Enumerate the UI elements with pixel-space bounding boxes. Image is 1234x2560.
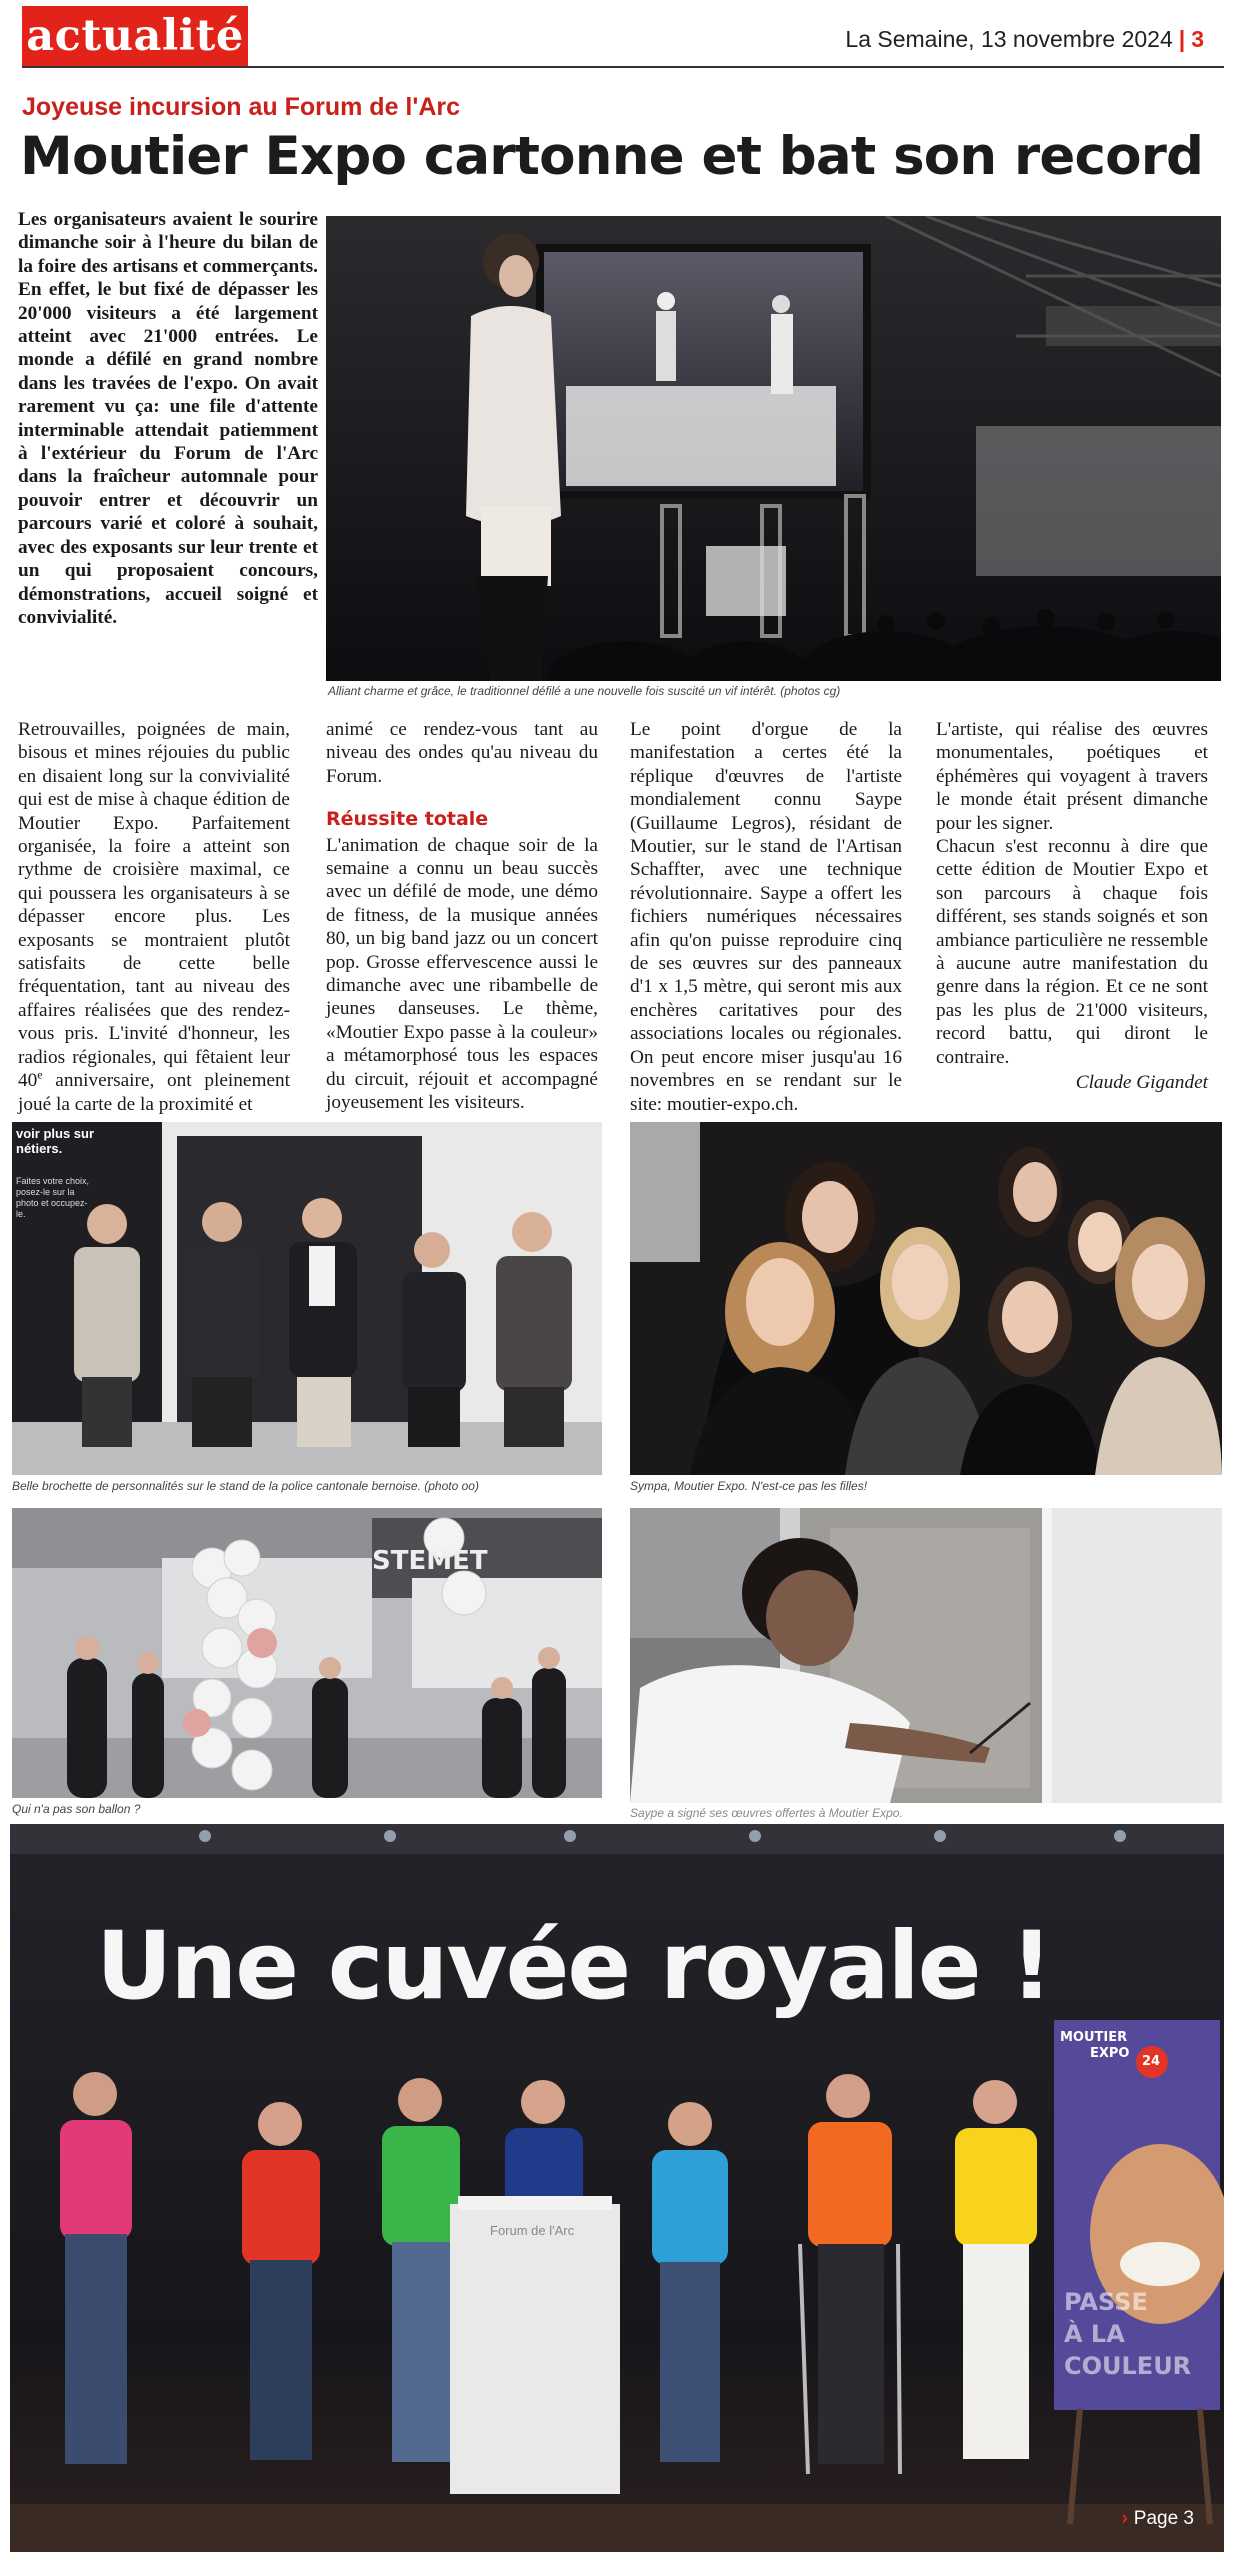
page-number: 3 xyxy=(1191,26,1204,52)
issue-date: La Semaine, 13 novembre 2024 xyxy=(845,26,1173,52)
sign-line-1: voir plus sur xyxy=(16,1126,95,1141)
lead-paragraph: Les organisateurs avaient le sourire dimanche soir à l'heure du bilan de la foire des artisans et commerçants. En effet, le but fixé de dépasser les 20'000 visiteurs a été largement atteint avec 21'000 entrées. Le monde a défilé en grand nombre dans les travées de l'expo. On avait rarement vu ça: une file d'attente interminable attendait patiemment à l'extérieur du Forum de l'Arc dans la fraîcheur automnale pour pouvoir entrer et découvrir un parcours varié et coloré à souhait, avec des exposants sur leur trente et un qui proposaient concours, démonstrations, accueil soigné et convivialité. xyxy=(18,209,318,628)
main-photo-caption: Alliant charme et grâce, le traditionnel défilé a une nouvelle fois suscité un vif intérêt. (photos cg) xyxy=(328,684,841,698)
article-column-3 xyxy=(630,718,902,1116)
poster-expo: EXPO xyxy=(1090,2046,1130,2061)
main-photo-illustration xyxy=(326,216,1221,681)
poster-couleur: COULEUR xyxy=(1064,2352,1192,2380)
poster-passe: PASSE xyxy=(1064,2288,1148,2316)
section-tag: actualité xyxy=(22,6,248,66)
kicker: Joyeuse incursion au Forum de l'Arc xyxy=(22,93,461,121)
poster-year: 24 xyxy=(1142,2054,1161,2069)
subheading: Réussite totale xyxy=(326,808,489,831)
col2-text: L'animation de chaque soir de la semaine a connu un beau succès avec un défilé de mode, une démo de fitness, de la musique années 80, un big band jazz ou un concert pop. Grosse effervescence aussi le dimanche avec une ribambelle de jeunes danseuses. Le thème, «Moutier Expo passe à la couleur» a métamorphosé tous les espaces du circuit, réjouit et accompagné joyeusement les visiteurs. xyxy=(326,834,598,1114)
balloons-caption: Qui n'a pas son ballon ? xyxy=(12,1802,141,1816)
author-signature: Claude Gigandet xyxy=(1075,1072,1208,1094)
balloons-illustration xyxy=(12,1508,602,1798)
saype-caption: Saype a signé ses œuvres offertes à Moutier Expo. xyxy=(630,1806,903,1820)
col4-text: L'artiste, qui réalise des œuvres monumentales, poétiques et éphémères qui voyagent à travers le monde était présent dimanche pour les signer. xyxy=(936,719,1208,834)
photo-saype-signing xyxy=(630,1508,1222,1803)
podium-label: Forum de l'Arc xyxy=(490,2223,575,2238)
separator: | xyxy=(1178,26,1186,52)
stand-sign: STEMET xyxy=(372,1546,488,1576)
article-column-2 xyxy=(326,718,598,1115)
personalities-caption: Belle brochette de personnalités sur le stand de la police cantonale bernoise. (photo oo) xyxy=(12,1479,479,1493)
photo-personalities xyxy=(12,1122,602,1475)
girls-illustration xyxy=(630,1122,1222,1475)
header-date xyxy=(845,26,1204,53)
headline: Moutier Expo cartonne et bat son record xyxy=(20,126,1204,187)
sign-line-3: Faites votre choix, posez-le sur la photo et occupez-le. xyxy=(16,1176,90,1219)
photo-sign-text xyxy=(16,1126,156,1220)
page-pointer xyxy=(1121,2508,1194,2530)
header-rule xyxy=(22,66,1224,68)
bottom-headline: Une cuvée royale ! xyxy=(96,1912,1052,2021)
col1-text: Retrouvailles, poignées de main, bisous et mines réjouies du public en disaient long sur la convivialité qui est de mise à chaque édition de Moutier Expo. Parfaitement organisée, la foire a atteint son rythme de croisière maximal, ce qui poussera les organisateurs à se dépasser encore plus. Les exposants se montraient plutôt satisfaits de cette belle fréquentation, tant au niveau des affaires réalisées que des rendez-vous pris. L'invité d'honneur, les radios régionales, qui fêtaient leur 40e anniversaire, ont pleinement joué la carte de la proximité et xyxy=(18,719,290,1115)
page-pointer-label: Page 3 xyxy=(1133,2508,1194,2529)
col4-text-b: Chacun s'est reconnu à dire que cette édition de Moutier Expo et son parcours à chaque fois différent, ses stands soignés et son ambiance particulière ne ressemble à aucune autre manifestation du genre dans la région. Et ce ne sont pas les plus de 21'000 visiteurs, record battu, qui diront le contraire. xyxy=(936,836,1208,1068)
col3-text: Le point d'orgue de la manifestation a certes été la réplique d'œuvres de l'artiste mondialement connu Saype (Guillaume Legros), résidant de Moutier, sur le stand de l'Artisan Schaffter, avec une technique révolutionnaire. Saype a offert les fichiers numériques nécessaires afin qu'on puisse reproduire cinq de ses œuvres sur des panneaux d'1 x 1,5 mètre, qui seront mis aux enchères caritatives pour des associations locales ou régionales. On peut encore miser jusqu'au 16 novembres en se rendant sur le site: moutier-expo.ch. xyxy=(630,719,902,1115)
main-photo-fashion-show xyxy=(326,216,1221,681)
saype-illustration xyxy=(630,1508,1222,1803)
poster-a-la: À LA xyxy=(1064,2320,1125,2348)
article-column-4 xyxy=(936,718,1208,1095)
poster-moutier: MOUTIER xyxy=(1060,2030,1128,2045)
article-column-1 xyxy=(18,718,290,1116)
photo-balloons xyxy=(12,1508,602,1798)
girls-caption: Sympa, Moutier Expo. N'est-ce pas les filles! xyxy=(630,1479,868,1493)
photo-girls xyxy=(630,1122,1222,1475)
arrow-right-icon: › xyxy=(1121,2508,1128,2529)
poster xyxy=(1054,2020,1220,2410)
sign-line-2: nétiers. xyxy=(16,1141,63,1156)
col2-intro: animé ce rendez-vous tant au niveau des ondes qu'au niveau du Forum. xyxy=(326,719,598,787)
